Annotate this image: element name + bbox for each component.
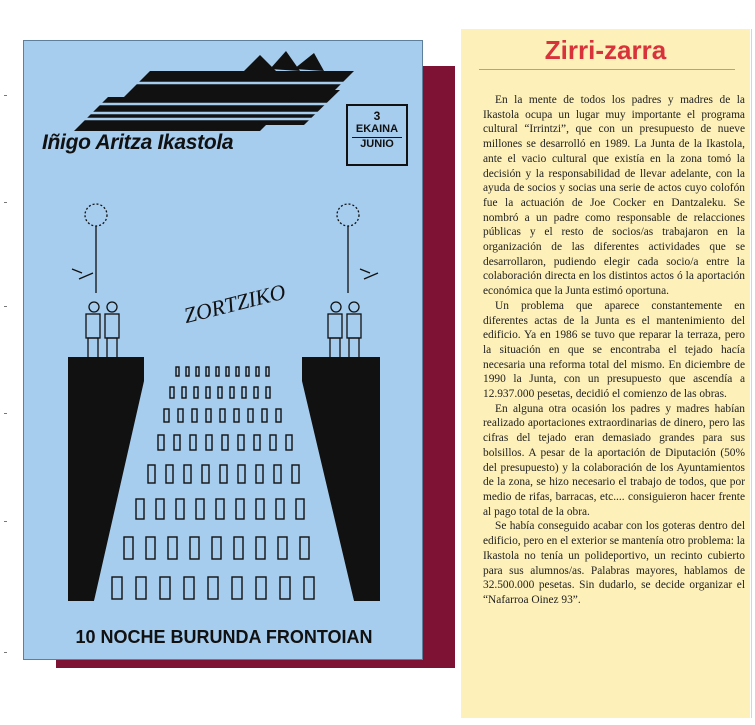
school-name: Iñigo Aritza Ikastola: [42, 131, 234, 154]
paragraph-3: En alguna otra ocasión los padres y madres habían realizado aportaciones extraordinarias de dinero, pero las cifras del tejado eran demasiado grandes para sus bolsillos. A pesar de la aportación de Diputación (50% del presupuesto) y la colaboración de los Ayuntamientos de la zona, se hizo necesario el trabajo de todos, que por medio de rifas, barracas, etc.... consiguieron hacer frente al pago total de la obra.: [483, 402, 745, 518]
date-month-basque: EKAINA: [355, 123, 399, 135]
right-figures-icon: [328, 204, 378, 358]
paragraph-1: En la mente de todos los padres y madres de la Ikastola ocupa un lugar muy importante el programa cultural “Irrintzi”, que con un presupuesto de nueve millones se desarrolló en 1989. La Junta de la Ikastola, ante el vacio cultural que existía en la zona tomó la decisión y la responsabilidad de llevar adelante, con la ayuda de socios y socias una serie de actos cuyo colofón fue la actuación de Joe Cocker en Dantzaleku. Se nombró a un padre como responsable de relacciones públicas y el resto de socios/as trabajaron en la organización de las diferentes actividades que se desarrollaron, pudiendo elegir cada socio/a entre la colaboración directa en los distintos actos ó la aportación económica que la Junta estimó oportuna.: [483, 94, 745, 298]
left-figures-icon: [72, 204, 119, 358]
event-poster: [23, 40, 423, 660]
article-title: Zirri-zarra: [544, 35, 667, 65]
article-body: [483, 93, 745, 608]
dancers-illustration: [24, 181, 423, 601]
paragraph-4: Se había conseguido acabar con los goteras dentro del edificio, pero en el exterior se mantenía otro problema: la Ikastola no tenía un polideportivo, un recinto cubierto para sus alumnos/as. Palabras mayores, hablamos de 32.500.000 pesetas. Sin dudarlo, se decide organizar el “Nafarroa Oinez 93”.: [483, 520, 745, 606]
event-title: ZORTZIKO: [181, 278, 289, 329]
poster-footer: 10 NOCHE BURUNDA FRONTOIAN: [75, 627, 373, 647]
paragraph-2: Un problema que aparece constantemente en diferentes actas de la Junta es el mantenimiento del edificio. Ya en 1986 se tuvo que reparar la terraza, pero la situación en que se encontraba el tejado hacía necesaria una reforma total del mismo. En diciembre de 1990 la Junta, con un presupuesto que ascendía a 12.937.000 pesetas, decidió el comienzo de las obras.: [483, 299, 745, 401]
title-rule: [479, 69, 735, 70]
date-day: 3: [373, 109, 381, 123]
page-edge-rule: [751, 29, 752, 718]
date-month-spanish: JUNIO: [352, 137, 402, 151]
article-column: [461, 29, 750, 718]
date-box: [346, 104, 408, 166]
